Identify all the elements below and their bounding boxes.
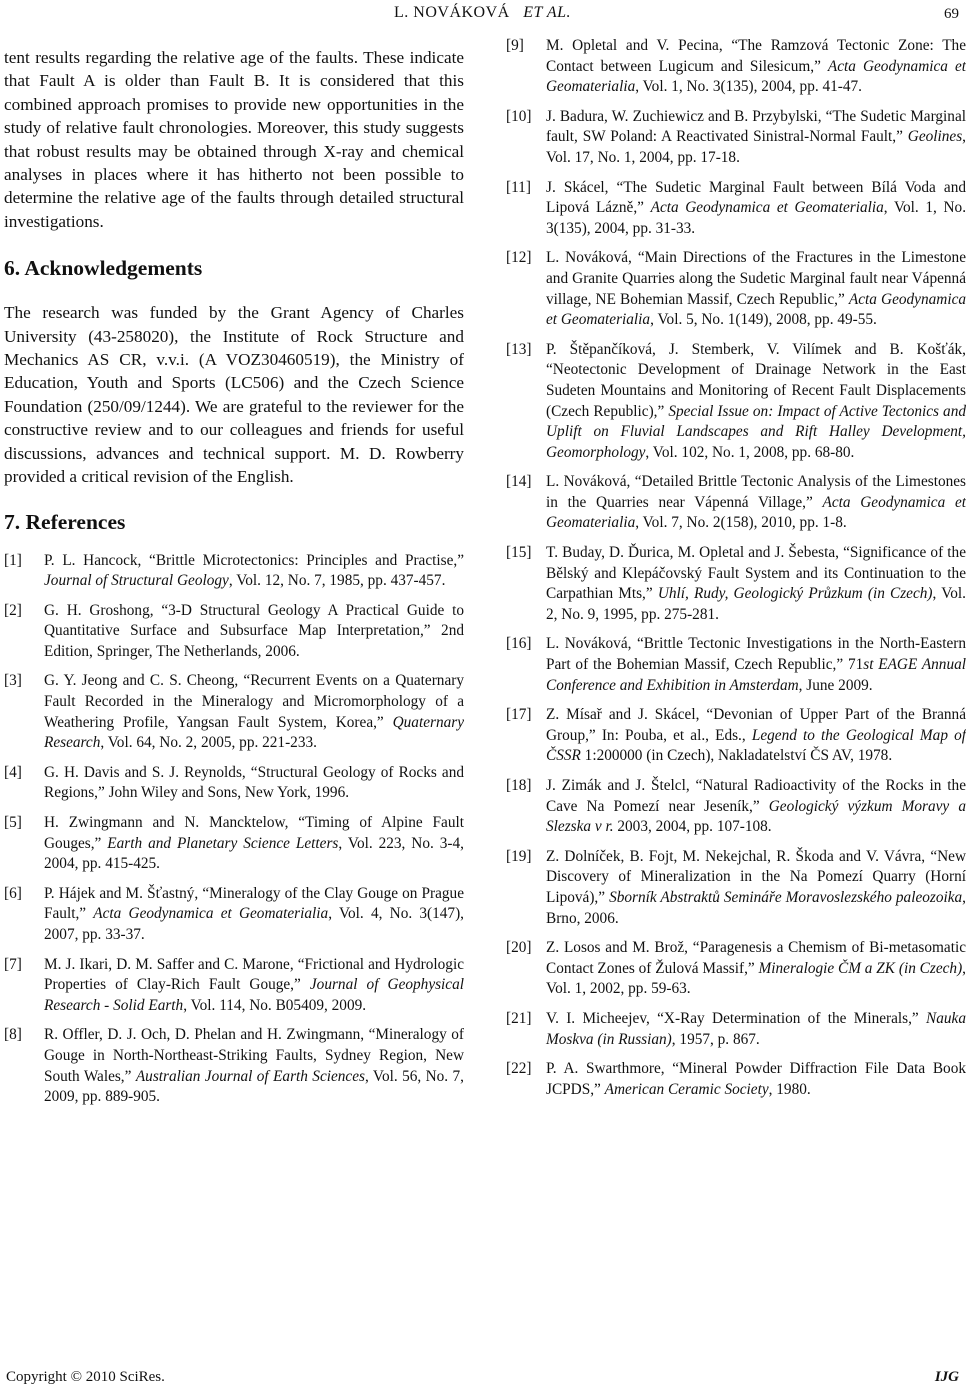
reference-source: American Ceramic Society: [604, 1080, 769, 1098]
reference-number: [14]: [506, 473, 532, 491]
reference-item: [506, 634, 966, 696]
reference-item: [506, 340, 966, 464]
reference-item: [506, 36, 966, 98]
reference-item: [4, 763, 464, 804]
reference-item: [506, 1059, 966, 1100]
reference-number: [4]: [4, 763, 22, 781]
reference-list-left: [4, 551, 464, 1108]
reference-text: L. Nováková, “Detailed Brittle Tectonic Analysis of the Limestones in the Quarries near Vápenná Village,”: [546, 473, 966, 511]
reference-text: L. Nováková, “Main Directions of the Fractures in the Limestone and Granite Quarries along the Sudetic Marginal fault near Vápenná village, NE Bohemian Massif, Czech Republic,”: [546, 249, 966, 308]
reference-text: H. Zwingmann and N. Mancktelow, “Timing of Alpine Fault Gouges,”: [44, 814, 464, 852]
reference-source: Acta Geodynamica et Geomaterialia: [93, 905, 329, 923]
reference-details: , Vol. 1, No. 3(135), 2004, pp. 31-33.: [546, 199, 966, 237]
reference-text: P. Štěpančíková, J. Stemberk, V. Vilímek and B. Košťák, “Neotectonic Development of Drainage Network in the East Sudeten Mountains and Monitoring of Recent Fault Displacements (Czech Republic),”: [546, 340, 966, 420]
copyright-notice: Copyright © 2010 SciRes.: [6, 1369, 165, 1385]
reference-source: Mineralogie ČM a ZK (in Czech): [758, 959, 963, 977]
reference-details: , June 2009.: [798, 676, 873, 694]
reference-text: P. L. Hancock, “Brittle Microtectonics: Principles and Practise,”: [44, 551, 464, 569]
journal-abbrev: IJG: [934, 1369, 959, 1385]
reference-details: 1:200000 (in Czech), Nakladatelství ČS AV, 1978.: [580, 747, 893, 765]
right-column: [506, 37, 966, 1100]
reference-details: , Vol. 114, No. B05409, 2009.: [183, 996, 367, 1014]
reference-details: , Vol. 223, No. 3-4, 2004, pp. 415-425.: [44, 834, 464, 873]
reference-source: Quaternary Research: [44, 713, 464, 752]
reference-source: Special Issue on: Impact of Active Tectonics and Uplift on Fluvial Landscapes and Rift Halley Development, Geomorphology: [546, 402, 966, 461]
reference-number: [18]: [506, 777, 532, 794]
reference-number: [17]: [506, 706, 532, 724]
ack-paragraph: The research was funded by the Grant Agency of Charles University (43-258020), the Institute of Rock Structure and Mechanics AS CR, v.v.i. (A VOZ30460519), the Ministry of Education, Youth and Sports (LC506) and the Czech Science Foundation (250/09/1244). We are grateful to the reviewer for the constructive review and to our colleagues and friends for useful discussions, advances and technical support. M. D. Rowberry provided a critical revision of the English.: [4, 303, 464, 487]
running-title-etal: ET AL.: [523, 4, 571, 21]
reference-number: [15]: [506, 544, 532, 562]
reference-text: J. Badura, W. Zuchiewicz and B. Przybylski, “The Sudetic Marginal fault, SW Poland: A Reactivated Sinistral-Normal Fault,”: [546, 107, 966, 146]
reference-text: Z. Mísař and J. Skácel, “Devonian of Upper Part of the Branná Group,” In: Pouba, et al., Eds.,: [546, 706, 966, 744]
reference-source: st EAGE Annual Conference and Exhibition in Amsterdam: [546, 656, 966, 694]
reference-number: [16]: [506, 635, 532, 653]
reference-source: Geologický výzkum Moravy a Slezska v r.: [546, 797, 966, 836]
reference-source: Journal of Structural Geology: [44, 572, 229, 590]
reference-item: [4, 551, 464, 592]
reference-details: , Brno, 2006.: [546, 888, 966, 927]
reference-item: [506, 178, 966, 240]
reference-details: , Vol. 17, No. 1, 2004, pp. 17-18.: [546, 128, 966, 166]
reference-source: Sborník Abstraktů Semináře Moravoslezského paleozoika: [609, 888, 963, 906]
reference-source: Legend to the Geological Map of ČSSR: [546, 726, 966, 765]
reference-details: , Vol. 4, No. 3(147), 2007, pp. 33-37.: [44, 905, 464, 943]
reference-item: [506, 705, 966, 767]
reference-number: [6]: [4, 884, 22, 902]
reference-text: G. H. Groshong, “3-D Structural Geology A Practical Guide to Quantitative Surface and Subsurface Map Interpretation,” 2nd Edition, Springer, The Netherlands, 2006.: [44, 601, 464, 660]
reference-number: [3]: [4, 672, 22, 690]
reference-number: [13]: [506, 340, 532, 358]
reference-source: Nauka Moskva (in Russian): [546, 1009, 966, 1048]
page-number: 69: [944, 6, 959, 22]
reference-number: [19]: [506, 847, 532, 865]
reference-details: , Vol. 7, No. 2(158), 2010, pp. 1-8.: [635, 514, 847, 532]
reference-text: L. Nováková, “Brittle Tectonic Investigations in the North-Eastern Part of the Bohemian Massif, Czech Republic,” 71: [546, 635, 966, 674]
reference-number: [12]: [506, 249, 532, 267]
running-title: [0, 4, 965, 22]
reference-details: , 1980.: [768, 1080, 811, 1098]
reference-details: , Vol. 56, No. 7, 2009, pp. 889-905.: [44, 1067, 464, 1106]
reference-item: [506, 472, 966, 534]
reference-details: , Vol. 102, No. 1, 2008, pp. 68-80.: [645, 443, 855, 461]
ack-heading: 6. Acknowledgements: [4, 256, 203, 281]
reference-number: [20]: [506, 939, 532, 957]
reference-item: [506, 938, 966, 1000]
reference-details: , Vol. 5, No. 1(149), 2008, pp. 49-55.: [650, 311, 877, 329]
reference-number: [9]: [506, 37, 524, 54]
reference-text: M. J. Ikari, D. M. Saffer and C. Marone, “Frictional and Hydrologic Properties of Clay-Rich Fault Gouge,”: [44, 955, 464, 994]
reference-text: G. Y. Jeong and C. S. Cheong, “Recurrent Events on a Quaternary Fault Recorded in the Mineralogy and Micromorphology of a Weathering Profile, Yangsan Fault System, Korea,”: [44, 672, 464, 731]
page-footer: [0, 1364, 965, 1386]
reference-source: Geolines: [907, 128, 963, 146]
reference-number: [8]: [4, 1026, 22, 1044]
reference-source: Earth and Planetary Science Letters: [107, 834, 339, 852]
reference-details: , Vol. 1, 2002, pp. 59-63.: [546, 959, 966, 998]
reference-number: [1]: [4, 551, 22, 569]
intro-paragraph: tent results regarding the relative age of the faults. These indicate that Fault A is older than Fault B. It is considered that this combined approach promises to provide new opportunities in the study of relative fault chronologies. Moreover, this study suggests that robust results may be obtained through X-ray and chemical analyses in places where it has hitherto not been possible to determine the relative age of the faults through detailed structural investigations.: [4, 48, 464, 231]
reference-source: Acta Geodynamica et Geomaterialia: [650, 199, 884, 217]
reference-number: [2]: [4, 601, 22, 619]
reference-item: [4, 955, 464, 1017]
reference-item: [4, 813, 464, 875]
reference-number: [22]: [506, 1060, 532, 1078]
reference-number: [10]: [506, 107, 532, 125]
reference-source: Journal of Geophysical Research - Solid Earth: [44, 976, 464, 1014]
reference-item: [4, 671, 464, 753]
reference-details: , Vol. 64, No. 2, 2005, pp. 221-233.: [100, 734, 317, 752]
page-header: [0, 4, 965, 26]
reference-item: [506, 248, 966, 330]
reference-text: J. Zimák and J. Štelcl, “Natural Radioactivity of the Rocks in the Cave Na Pomezí near Jeseník,”: [546, 777, 966, 815]
reference-item: [506, 107, 966, 169]
reference-item: [506, 847, 966, 929]
reference-text: P. A. Swarthmore, “Mineral Powder Diffraction File Data Book JCPDS,”: [546, 1060, 966, 1098]
reference-text: G. H. Davis and S. J. Reynolds, “Structural Geology of Rocks and Regions,” John Wiley and Sons, New York, 1996.: [44, 763, 464, 802]
reference-details: , Vol. 1, No. 3(135), 2004, pp. 41-47.: [635, 78, 862, 96]
reference-number: [11]: [506, 178, 531, 196]
reference-number: [7]: [4, 955, 22, 973]
reference-source: Australian Journal of Earth Sciences: [135, 1067, 365, 1085]
reference-item: [506, 1009, 966, 1050]
reference-text: J. Skácel, “The Sudetic Marginal Fault between Bílá Voda and Lipová Lázně,”: [546, 178, 966, 217]
reference-text: M. Opletal and V. Pecina, “The Ramzová Tectonic Zone: The Contact between Lugicum and Silesicum,”: [546, 37, 966, 75]
left-column: [4, 46, 464, 1108]
reference-item: [4, 601, 464, 663]
reference-details: , Vol. 2, No. 9, 1995, pp. 275-281.: [546, 585, 966, 623]
reference-text: V. I. Micheejev, “X-Ray Determination of the Minerals,”: [546, 1009, 927, 1027]
reference-item: [4, 884, 464, 946]
reference-list-right: [506, 36, 966, 1100]
reference-text: P. Hájek and M. Šťastný, “Mineralogy of the Clay Gouge on Prague Fault,”: [44, 884, 464, 923]
reference-item: [506, 543, 966, 625]
reference-source: Acta Geodynamica et Geomaterialia: [546, 493, 966, 532]
reference-item: [506, 776, 966, 838]
reference-source: Acta Geodynamica et Geomaterialia: [546, 290, 966, 329]
reference-details: , 1957, p. 867.: [671, 1030, 760, 1048]
reference-text: Z. Losos and M. Brož, “Paragenesis a Chemism of Bi-metasomatic Contact Zones of Žulová Massif,”: [546, 939, 966, 977]
reference-item: [4, 1025, 464, 1107]
reference-text: T. Buday, D. Ďurica, M. Opletal and J. Šebesta, “Significance of the Bělský and Klepáčovský Fault System and its Continuation to the Carpathian Mts,”: [546, 544, 966, 603]
reference-details: 2003, 2004, pp. 107-108.: [613, 818, 772, 836]
reference-number: [21]: [506, 1009, 532, 1027]
reference-text: Z. Dolníček, B. Fojt, M. Nekejchal, R. Škoda and V. Vávra, “New Discovery of Mineralization in the Na Pomezí Quarry (Horní Lipová),”: [546, 847, 966, 906]
running-title-authors: L. NOVÁKOVÁ: [394, 4, 510, 21]
reference-details: , Vol. 12, No. 7, 1985, pp. 437-457.: [228, 572, 446, 590]
reference-source: Acta Geodynamica et Geomaterialia: [546, 57, 966, 96]
reference-number: [5]: [4, 814, 22, 832]
reference-source: Uhlí, Rudy, Geologický Průzkum (in Czech): [657, 585, 933, 603]
reference-text: R. Offler, D. J. Och, D. Phelan and H. Zwingmann, “Mineralogy of Gouge in North-Northeast-Striking Faults, Sydney Region, New South Wales,”: [44, 1026, 464, 1085]
references-heading: 7. References: [4, 509, 126, 534]
